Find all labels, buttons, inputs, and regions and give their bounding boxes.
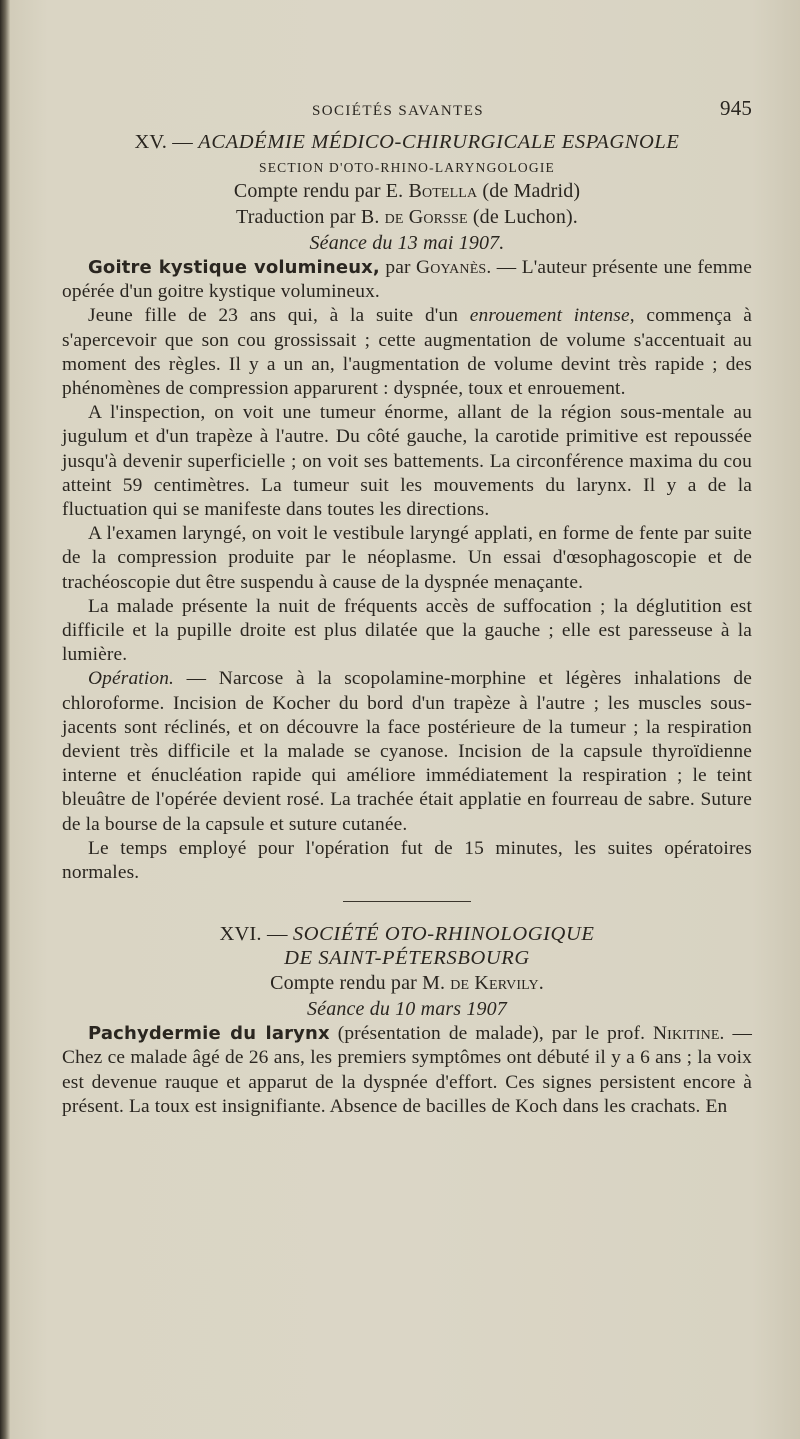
section-xvi-title-line-2 [62, 946, 752, 970]
section-xvi-name-line-2: DE SAINT-PÉTERSBOURG [284, 947, 530, 970]
section-xvi-name-line-1: SOCIÉTÉ OTO-RHINOLOGIQUE [292, 923, 595, 946]
article-author: Nikitine [653, 1023, 720, 1045]
section-xv-report-line [62, 178, 752, 204]
paragraph-duration: Le temps employé pour l'opération fut de 15 minutes, les suites opératoires normales. [62, 837, 752, 884]
report-author: Botella [408, 180, 478, 202]
report-prefix: Compte rendu par E. [233, 180, 409, 202]
paragraph-symptoms: La malade présente la nuit de fréquents accès de suffocation ; la déglutition est difficile et la pupille droite est plus dilatée que la gauche ; elle est paresseuse à la lumière. [62, 595, 752, 666]
report-prefix: Compte rendu par M. [270, 972, 451, 995]
section-xv-heading-paragraph [62, 256, 752, 304]
book-spine-shadow [0, 0, 10, 1439]
section-xv-title [62, 130, 752, 154]
section-xv-name: ACADÉMIE MÉDICO-CHIRURGICALE ESPAGNOLE [198, 131, 680, 153]
section-xvi-report-line [62, 970, 752, 996]
paragraph-text: — Narcose à la scopolamine-morphine et légères inhalations de chloroforme. Incision de Kocher du bord d'un trapèze à l'autre ; les muscles sous-jacents sont réclinés, et on découvre la face postérieure de la tumeur ; la respiration devient très difficile et la malade se cyanose. Incision de la capsule thyroïdienne interne et énucléation rapide qui améliore immédiatement la respiration ; le teint bleuâtre de l'opérée devient rosé. La trachée était applatie en fourreau de sabre. Suture de la bourse de la capsule et suture cutanée. [62, 668, 752, 835]
translation-particle: de [384, 206, 404, 228]
paragraph-emphasis: enrouement intense [469, 305, 630, 327]
heading-text: (présentation de malade), par le prof. [329, 1023, 654, 1045]
translation-author: Gorsse [403, 206, 468, 228]
section-xv-subsection: SECTION D'OTO-RHINO-LARYNGOLOGIE [259, 160, 555, 175]
heading-text: par [379, 257, 417, 278]
page-content [62, 96, 752, 1119]
article-heading: Pachydermie du larynx [88, 1023, 330, 1045]
paragraph-text: Jeune fille de 23 ans qui, à la suite d'un [88, 305, 470, 327]
section-xvi-session: Séance du 10 mars 1907 [307, 998, 507, 1021]
section-xv-number: XV. — [134, 131, 199, 153]
section-xv-session: Séance du 13 mai 1907. [309, 232, 505, 254]
report-suffix: (de Madrid) [477, 180, 581, 202]
article-author: Goyanès [416, 257, 487, 278]
section-xvi-number: XVI. — [219, 923, 293, 946]
paragraph-history [62, 304, 752, 401]
heading-text-rest: . — Chez ce malade âgé de 26 ans, les premiers symptômes ont débuté il y a 6 ans ; la voix est devenue rauque et apparut de la dyspnée d'effort. Ces signes persistent encore à présent. La toux est insignifiante. Absence de bacilles de Koch dans les crachats. En [62, 1023, 753, 1117]
article-heading: Goitre kystique volumineux, [88, 257, 380, 278]
paragraph-operation [62, 667, 752, 836]
section-xvi-title [62, 922, 752, 946]
section-xvi-heading-paragraph [62, 1022, 752, 1119]
heading-text-rest: . — L'auteur présente une femme opérée d'un goitre kystique volumineux. [62, 257, 752, 303]
paragraph-text: , commença à s'apercevoir que son cou grossissait ; cette augmentation de volume s'accentuait au moment des règles. Il y a un an, l'augmentation de volume devint très rapide ; des phénomènes de compression apparurent : dyspnée, toux et enrouement. [62, 305, 752, 400]
translation-prefix: Traduction par B. [236, 206, 385, 228]
running-head [62, 96, 752, 130]
paragraph-laryngeal-exam: A l'examen laryngé, on voit le vestibule laryngé applati, en forme de fente par suite de la compression produite par le néoplasme. Un essai d'œsophagoscopie et de trachéoscopie dut être suspendu à cause de la dyspnée menaçante. [62, 523, 752, 593]
paragraph-inspection: A l'inspection, on voit une tumeur énorme, allant de la région sous-mentale au jugulum et d'un trapèze à l'autre. Du côté gauche, la carotide primitive est repoussée jusqu'à devenir superficielle ; on voit ses battements. La circonférence maxima du cou atteint 59 centimètres. La tumeur suit les mouvements du larynx. Il y a de la fluctuation qui se manifeste dans toutes les directions. [62, 402, 752, 521]
operation-label: Opération. [88, 668, 175, 690]
section-divider [343, 901, 471, 902]
translation-suffix: (de Luchon). [467, 206, 578, 228]
report-particle: de [450, 972, 470, 995]
report-author: Kervily. [469, 972, 544, 995]
section-xv-translation-line [62, 204, 752, 230]
page-number: 945 [720, 96, 752, 120]
running-head-title: SOCIÉTÉS SAVANTES [312, 103, 485, 119]
